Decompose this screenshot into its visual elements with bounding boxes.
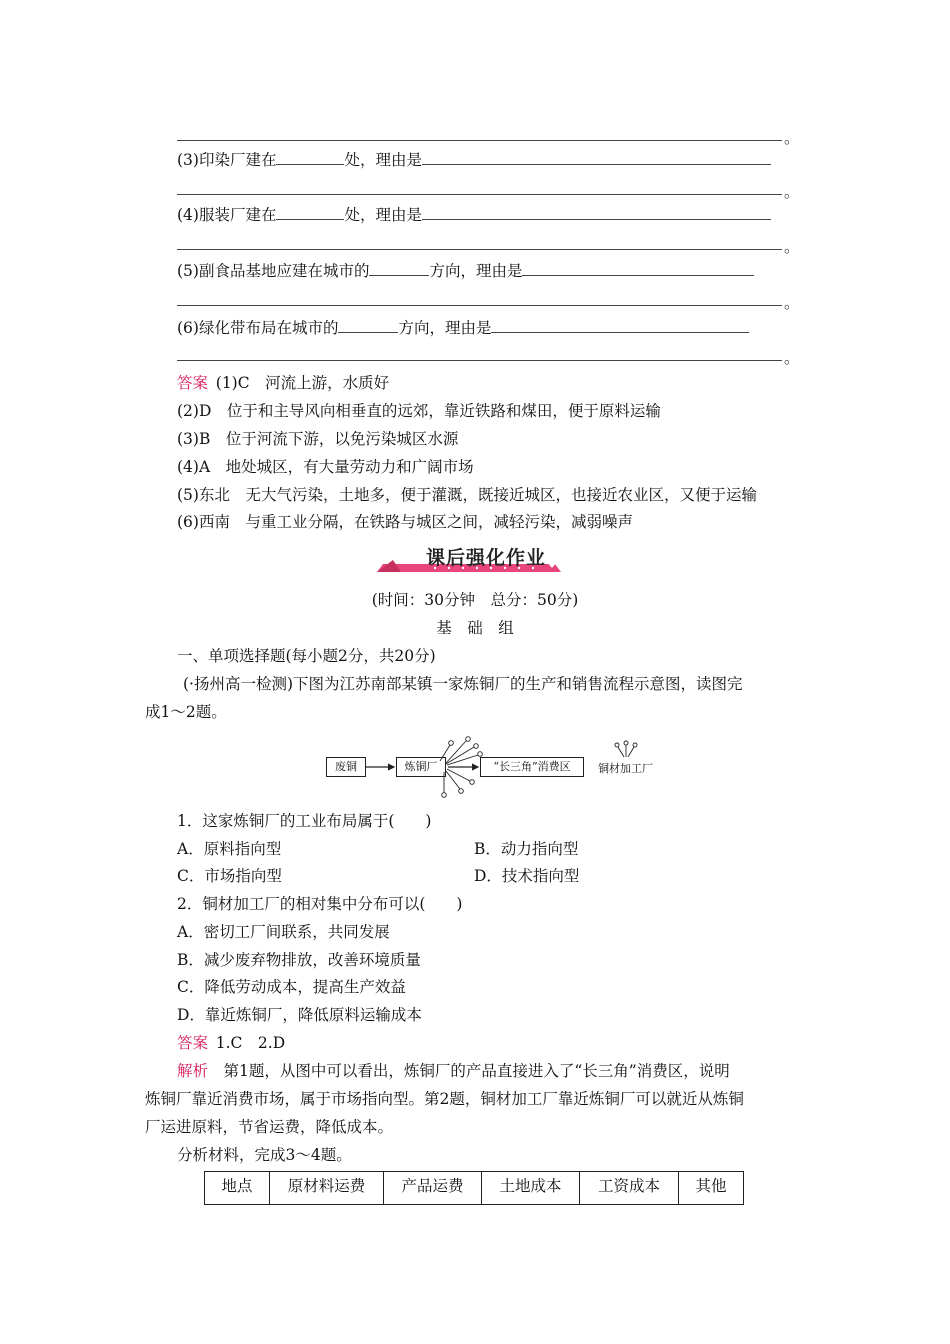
- answer-blank-line: [177, 360, 782, 361]
- answer-row-4: (4)A 地处城区，有大量劳动力和广阔市场: [177, 458, 474, 476]
- question-1-option-d: D．技术指向型: [474, 867, 580, 885]
- question-5: [177, 261, 754, 281]
- box-consumer-area: “长三角”消费区: [480, 757, 584, 777]
- period-mark: 。: [784, 183, 800, 201]
- analysis-line-3: 厂运进原料，节省运费，降低成本。: [145, 1118, 394, 1136]
- box-smelter: 炼铜厂: [396, 757, 446, 777]
- table-header-cell: 土地成本: [482, 1172, 580, 1205]
- label-copper-processing: 铜材加工厂: [598, 762, 653, 775]
- question-1-option-b: B．动力指向型: [474, 840, 579, 858]
- answer-text: (1)C 河流上游，水质好: [215, 374, 390, 392]
- answer-row-1: [177, 373, 389, 393]
- question-6-prefix: (6)绿化带布局在城市的: [177, 319, 339, 337]
- question-3: [177, 150, 771, 170]
- answer-label: 答案: [177, 374, 209, 392]
- analysis-label: 解析: [177, 1062, 209, 1080]
- banner-title: 课后强化作业: [425, 547, 546, 569]
- question-3-prefix: (3)印染厂建在: [177, 151, 277, 169]
- answer-row-2: (2)D 位于和主导风向相垂直的远郊，靠近铁路和煤田，便于原料运输: [177, 402, 661, 420]
- table-header-cell: 产品运费: [384, 1172, 482, 1205]
- question-1-option-c: C．市场指向型: [177, 867, 282, 885]
- question-2-option-b: B．减少废弃物排放，改善环境质量: [177, 951, 421, 969]
- analysis-text: 第1题，从图中可以看出，炼铜厂的产品直接进入了“长三角”消费区，说明: [223, 1062, 730, 1080]
- question-3-reason-blank: [422, 150, 771, 165]
- answer-row-q1-q2: [177, 1033, 285, 1053]
- analysis-line-1: [177, 1061, 730, 1081]
- period-mark: 。: [784, 349, 800, 367]
- intro-line-1: (·扬州高一检测)下图为江苏南部某镇一家炼铜厂的生产和销售流程示意图，读图完: [183, 675, 743, 693]
- material-intro: 分析材料，完成3～4题。: [177, 1146, 352, 1164]
- question-6-mid: 方向，理由是: [398, 319, 492, 337]
- answer-text: 1.C 2.D: [215, 1034, 286, 1052]
- period-mark: 。: [784, 238, 800, 256]
- question-4-reason-blank: [422, 205, 771, 220]
- analysis-line-2: 炼铜厂靠近消费市场，属于市场指向型。第2题，铜材加工厂靠近炼铜厂可以就近从炼铜: [145, 1090, 744, 1108]
- answer-row-6: (6)西南 与重工业分隔，在铁路与城区之间，减轻污染，减弱噪声: [177, 513, 633, 531]
- question-6-reason-blank: [491, 318, 749, 333]
- answer-blank-line: [177, 249, 782, 250]
- question-5-blank: [369, 261, 429, 276]
- question-4: [177, 205, 771, 225]
- diagram-arrows: [320, 733, 660, 803]
- question-2-stem: 2．铜材加工厂的相对集中分布可以( ): [177, 895, 463, 913]
- question-5-mid: 方向，理由是: [429, 262, 523, 280]
- box-waste-copper: 废铜: [326, 757, 366, 777]
- question-4-prefix: (4)服装厂建在: [177, 206, 277, 224]
- question-6: [177, 318, 749, 338]
- answer-blank-line: [177, 305, 782, 306]
- answer-row-5: (5)东北 无大气污染，土地多，便于灌溉，既接近城区，也接近农业区，又便于运输: [177, 486, 757, 504]
- question-2-option-d: D．靠近炼铜厂，降低原料运输成本: [177, 1006, 422, 1024]
- group-title: 基 础 组: [436, 619, 514, 637]
- table-header-row: [205, 1172, 744, 1205]
- section-heading: 一、单项选择题(每小题2分，共20分): [177, 647, 436, 665]
- question-3-mid: 处，理由是: [344, 151, 422, 169]
- flow-diagram: [320, 733, 660, 803]
- question-2-option-c: C．降低劳动成本，提高生产效益: [177, 978, 406, 996]
- question-2-option-a: A．密切工厂间联系，共同发展: [177, 923, 390, 941]
- period-mark: 。: [784, 294, 800, 312]
- table-header-cell: 工资成本: [580, 1172, 679, 1205]
- table-header-cell: 原材料运费: [270, 1172, 384, 1205]
- answer-blank-line: [177, 194, 782, 195]
- time-info: (时间：30分钟 总分：50分): [371, 591, 579, 609]
- cost-table: [204, 1171, 744, 1205]
- question-5-reason-blank: [522, 261, 754, 276]
- question-1-option-a: A．原料指向型: [177, 840, 282, 858]
- section-banner: [375, 542, 575, 576]
- question-4-mid: 处，理由是: [344, 206, 422, 224]
- answer-row-3: (3)B 位于河流下游，以免污染城区水源: [177, 430, 459, 448]
- table-header-cell: 地点: [205, 1172, 270, 1205]
- period-mark: 。: [784, 129, 800, 147]
- table-header-cell: 其他: [679, 1172, 744, 1205]
- question-1-stem: 1．这家炼铜厂的工业布局属于( ): [177, 812, 432, 830]
- question-6-blank: [338, 318, 398, 333]
- question-5-prefix: (5)副食品基地应建在城市的: [177, 262, 370, 280]
- intro-line-2: 成1～2题。: [145, 703, 227, 721]
- answer-blank-line: [177, 140, 782, 141]
- answer-label: 答案: [177, 1034, 209, 1052]
- question-3-blank: [276, 150, 344, 165]
- question-4-blank: [276, 205, 344, 220]
